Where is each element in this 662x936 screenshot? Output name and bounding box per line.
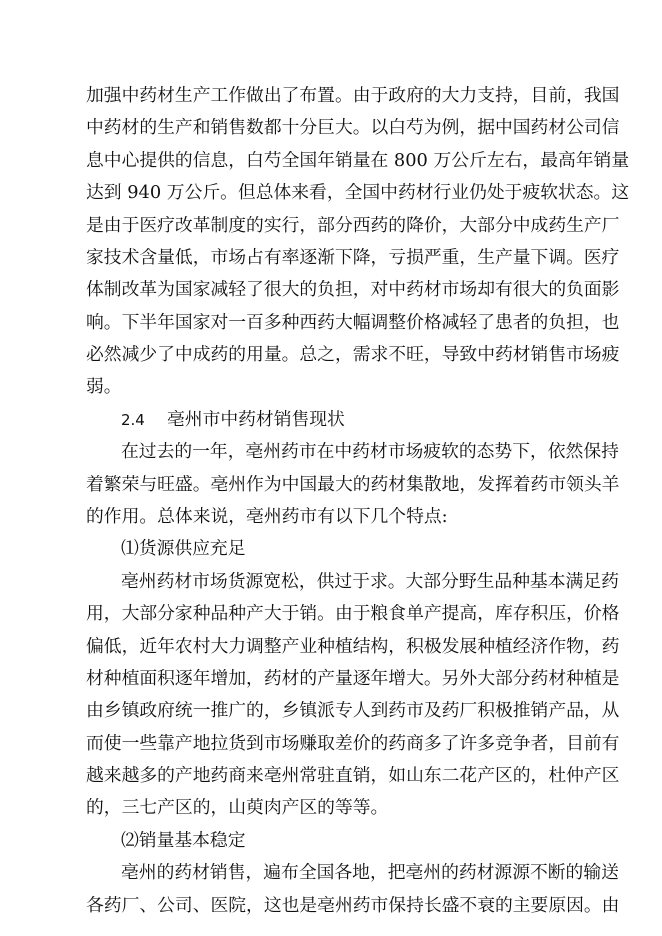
paragraph-line: 加强中药材生产工作做出了布置。由于政府的大力支持，目前，我国 xyxy=(86,85,620,106)
paragraph-line: 着繁荣与旺盛。亳州作为中国最大的药材集散地，发挥着药市领头羊 xyxy=(86,473,620,495)
paragraph-line: 弱。 xyxy=(86,376,122,398)
paragraph-line: 而使一些靠产地拉货到市场赚取差价的药商多了许多竞争者，目前有 xyxy=(86,732,620,754)
paragraph-line: 的，三七产区的，山萸肉产区的等等。 xyxy=(86,797,389,819)
paragraph-line: 在过去的一年，亳州药市在中药材市场疲软的态势下，依然保持 xyxy=(121,441,619,463)
paragraph-line: 亳州的药材销售，遍布全国各地，把亳州的药材源源不断的输送 xyxy=(121,862,619,884)
paragraph-line: 必然减少了中成药的用量。总之，需求不旺，导致中药材销售市场疲 xyxy=(86,344,620,366)
paragraph-line: 由乡镇政府统一推广的，乡镇派专人到药市及药厂积极推销产品，从 xyxy=(86,700,620,722)
paragraph-line: 的作用。总体来说，亳州药市有以下几个特点: xyxy=(86,506,448,527)
paragraph-line: 偏低，近年农村大力调整产业种植结构，积极发展种植经济作物，药 xyxy=(86,635,620,657)
paragraph-line: 亳州药材市场货源宽松，供过于求。大部分野生品种基本满足药 xyxy=(121,570,619,592)
paragraph-line: 各药厂、公司、医院，这也是亳州药市保持长盛不衰的主要原因。由 xyxy=(86,894,620,916)
paragraph-line: 中药材的生产和销售数都十分巨大。以白芍为例，据中国药材公司信 xyxy=(86,117,620,139)
paragraph-line: 体制改革为国家减轻了很大的负担，对中药材市场却有很大的负面影 xyxy=(86,279,620,301)
section-number: 2.4 xyxy=(121,410,145,429)
section-heading xyxy=(121,404,345,436)
subsection-heading: ⑴货源供应充足 xyxy=(121,538,246,560)
paragraph-line: 达到 940 万公斤。但总体来看，全国中药材行业仍处于疲软状态。这 xyxy=(86,182,630,204)
section-title: 亳州市中药材销售现状 xyxy=(167,408,345,430)
paragraph-line: 是由于医疗改革制度的实行，部分西药的降价，大部分中成药生产厂 xyxy=(86,214,620,236)
paragraph-line: 息中心提供的信息，白芍全国年销量在 800 万公斤左右，最高年销量 xyxy=(86,149,630,171)
subsection-heading: ⑵销量基本稳定 xyxy=(121,829,246,851)
paragraph-line: 越来越多的产地药商来亳州常驻直销，如山东二花产区的，杜仲产区 xyxy=(86,765,620,787)
paragraph-line: 材种植面积逐年增加，药材的产量逐年增大。另外大部分药材种植是 xyxy=(86,667,620,689)
paragraph-line: 家技术含量低，市场占有率逐渐下降，亏损严重，生产量下调。医疗 xyxy=(86,246,620,268)
paragraph-line: 用，大部分家种品种产大于销。由于粮食单产提高，库存积压，价格 xyxy=(86,603,620,625)
paragraph-line: 响。下半年国家对一百多种西药大幅调整价格减轻了患者的负担，也 xyxy=(86,311,620,333)
